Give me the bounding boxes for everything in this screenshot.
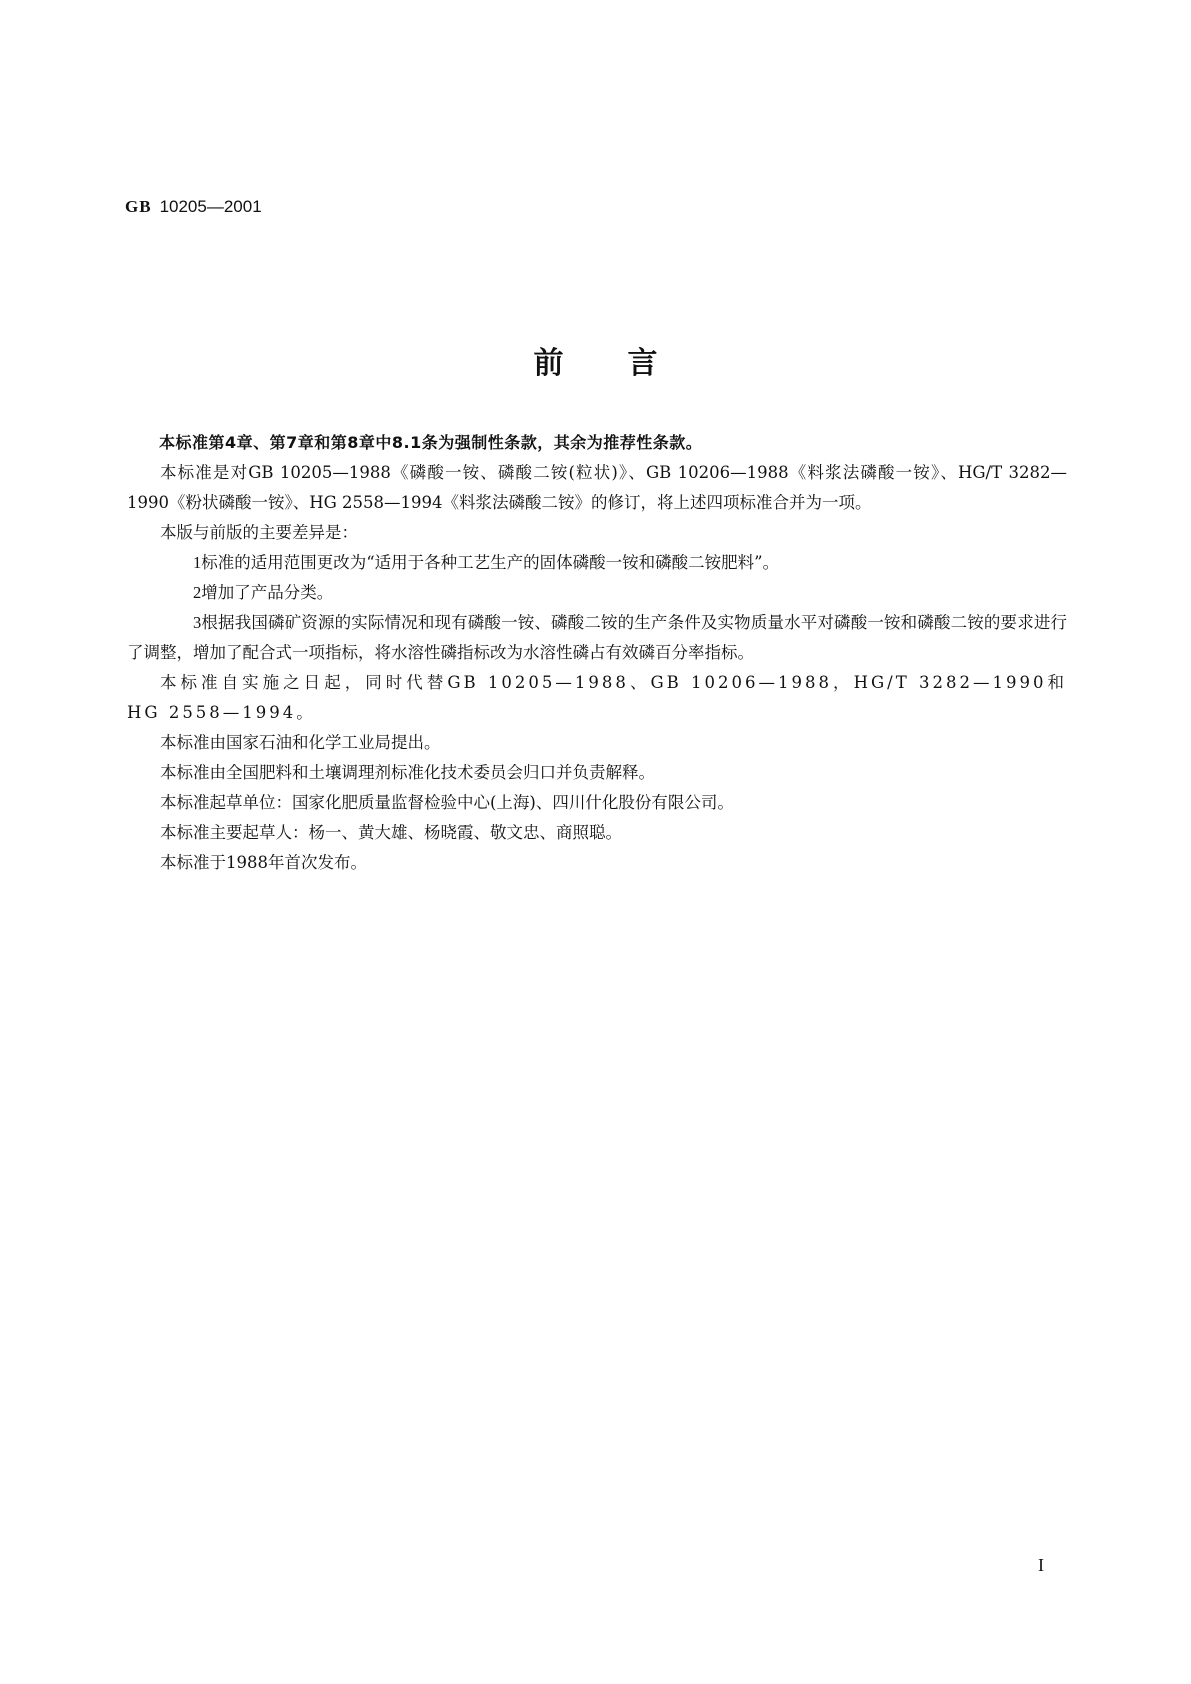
drafting-unit-paragraph: 本标准起草单位：国家化肥质量监督检验中心(上海)、四川什化股份有限公司。 [160, 793, 734, 812]
difference-item [127, 548, 1067, 578]
differences-intro: 本版与前版的主要差异是： [160, 523, 358, 542]
proposer-paragraph: 本标准由国家石油和化学工业局提出。 [160, 733, 441, 752]
standard-prefix: GB [125, 197, 152, 216]
committee-paragraph: 本标准由全国肥料和土壤调理剂标准化技术委员会归口并负责解释。 [160, 763, 655, 782]
difference-number: 3 [193, 613, 202, 632]
standard-header [125, 197, 262, 217]
mandatory-clause-paragraph: 本标准第4章、第7章和第8章中8.1条为强制性条款，其余为推荐性条款。 [159, 433, 703, 452]
page-number: I [1038, 1555, 1044, 1575]
difference-item [127, 578, 1067, 608]
foreword-body [127, 428, 1067, 878]
difference-text: 标准的适用范围更改为“适用于各种工艺生产的固体磷酸一铵和磷酸二铵肥料”。 [201, 553, 780, 572]
standard-number: 10205—2001 [159, 197, 262, 216]
difference-number: 1 [193, 553, 202, 572]
revision-paragraph: 本标准是对GB 10205—1988《磷酸一铵、磷酸二铵(粒状)》、GB 10206—1988《料浆法磷酸一铵》、HG/T 3282—1990《粉状磷酸一铵》、HG 2558—1994《料浆法磷酸二铵》的修订，将上述四项标准合并为一项。 [127, 463, 1067, 512]
first-release-paragraph: 本标准于1988年首次发布。 [160, 853, 367, 872]
difference-text: 增加了产品分类。 [201, 583, 334, 602]
difference-number: 2 [193, 583, 202, 602]
replacement-paragraph: 本标准自实施之日起，同时代替GB 10205—1988、GB 10206—1988，HG/T 3282—1990和HG 2558—1994。 [127, 673, 1067, 722]
drafters-paragraph: 本标准主要起草人：杨一、黄大雄、杨晓霞、敬文忠、商照聪。 [160, 823, 622, 842]
difference-text: 根据我国磷矿资源的实际情况和现有磷酸一铵、磷酸二铵的生产条件及实物质量水平对磷酸一铵和磷酸二铵的要求进行了调整，增加了配合式一项指标，将水溶性磷指标改为水溶性磷占有效磷百分率指标。 [127, 613, 1067, 662]
page-title: 前言 [533, 346, 722, 381]
difference-item [127, 608, 1067, 668]
